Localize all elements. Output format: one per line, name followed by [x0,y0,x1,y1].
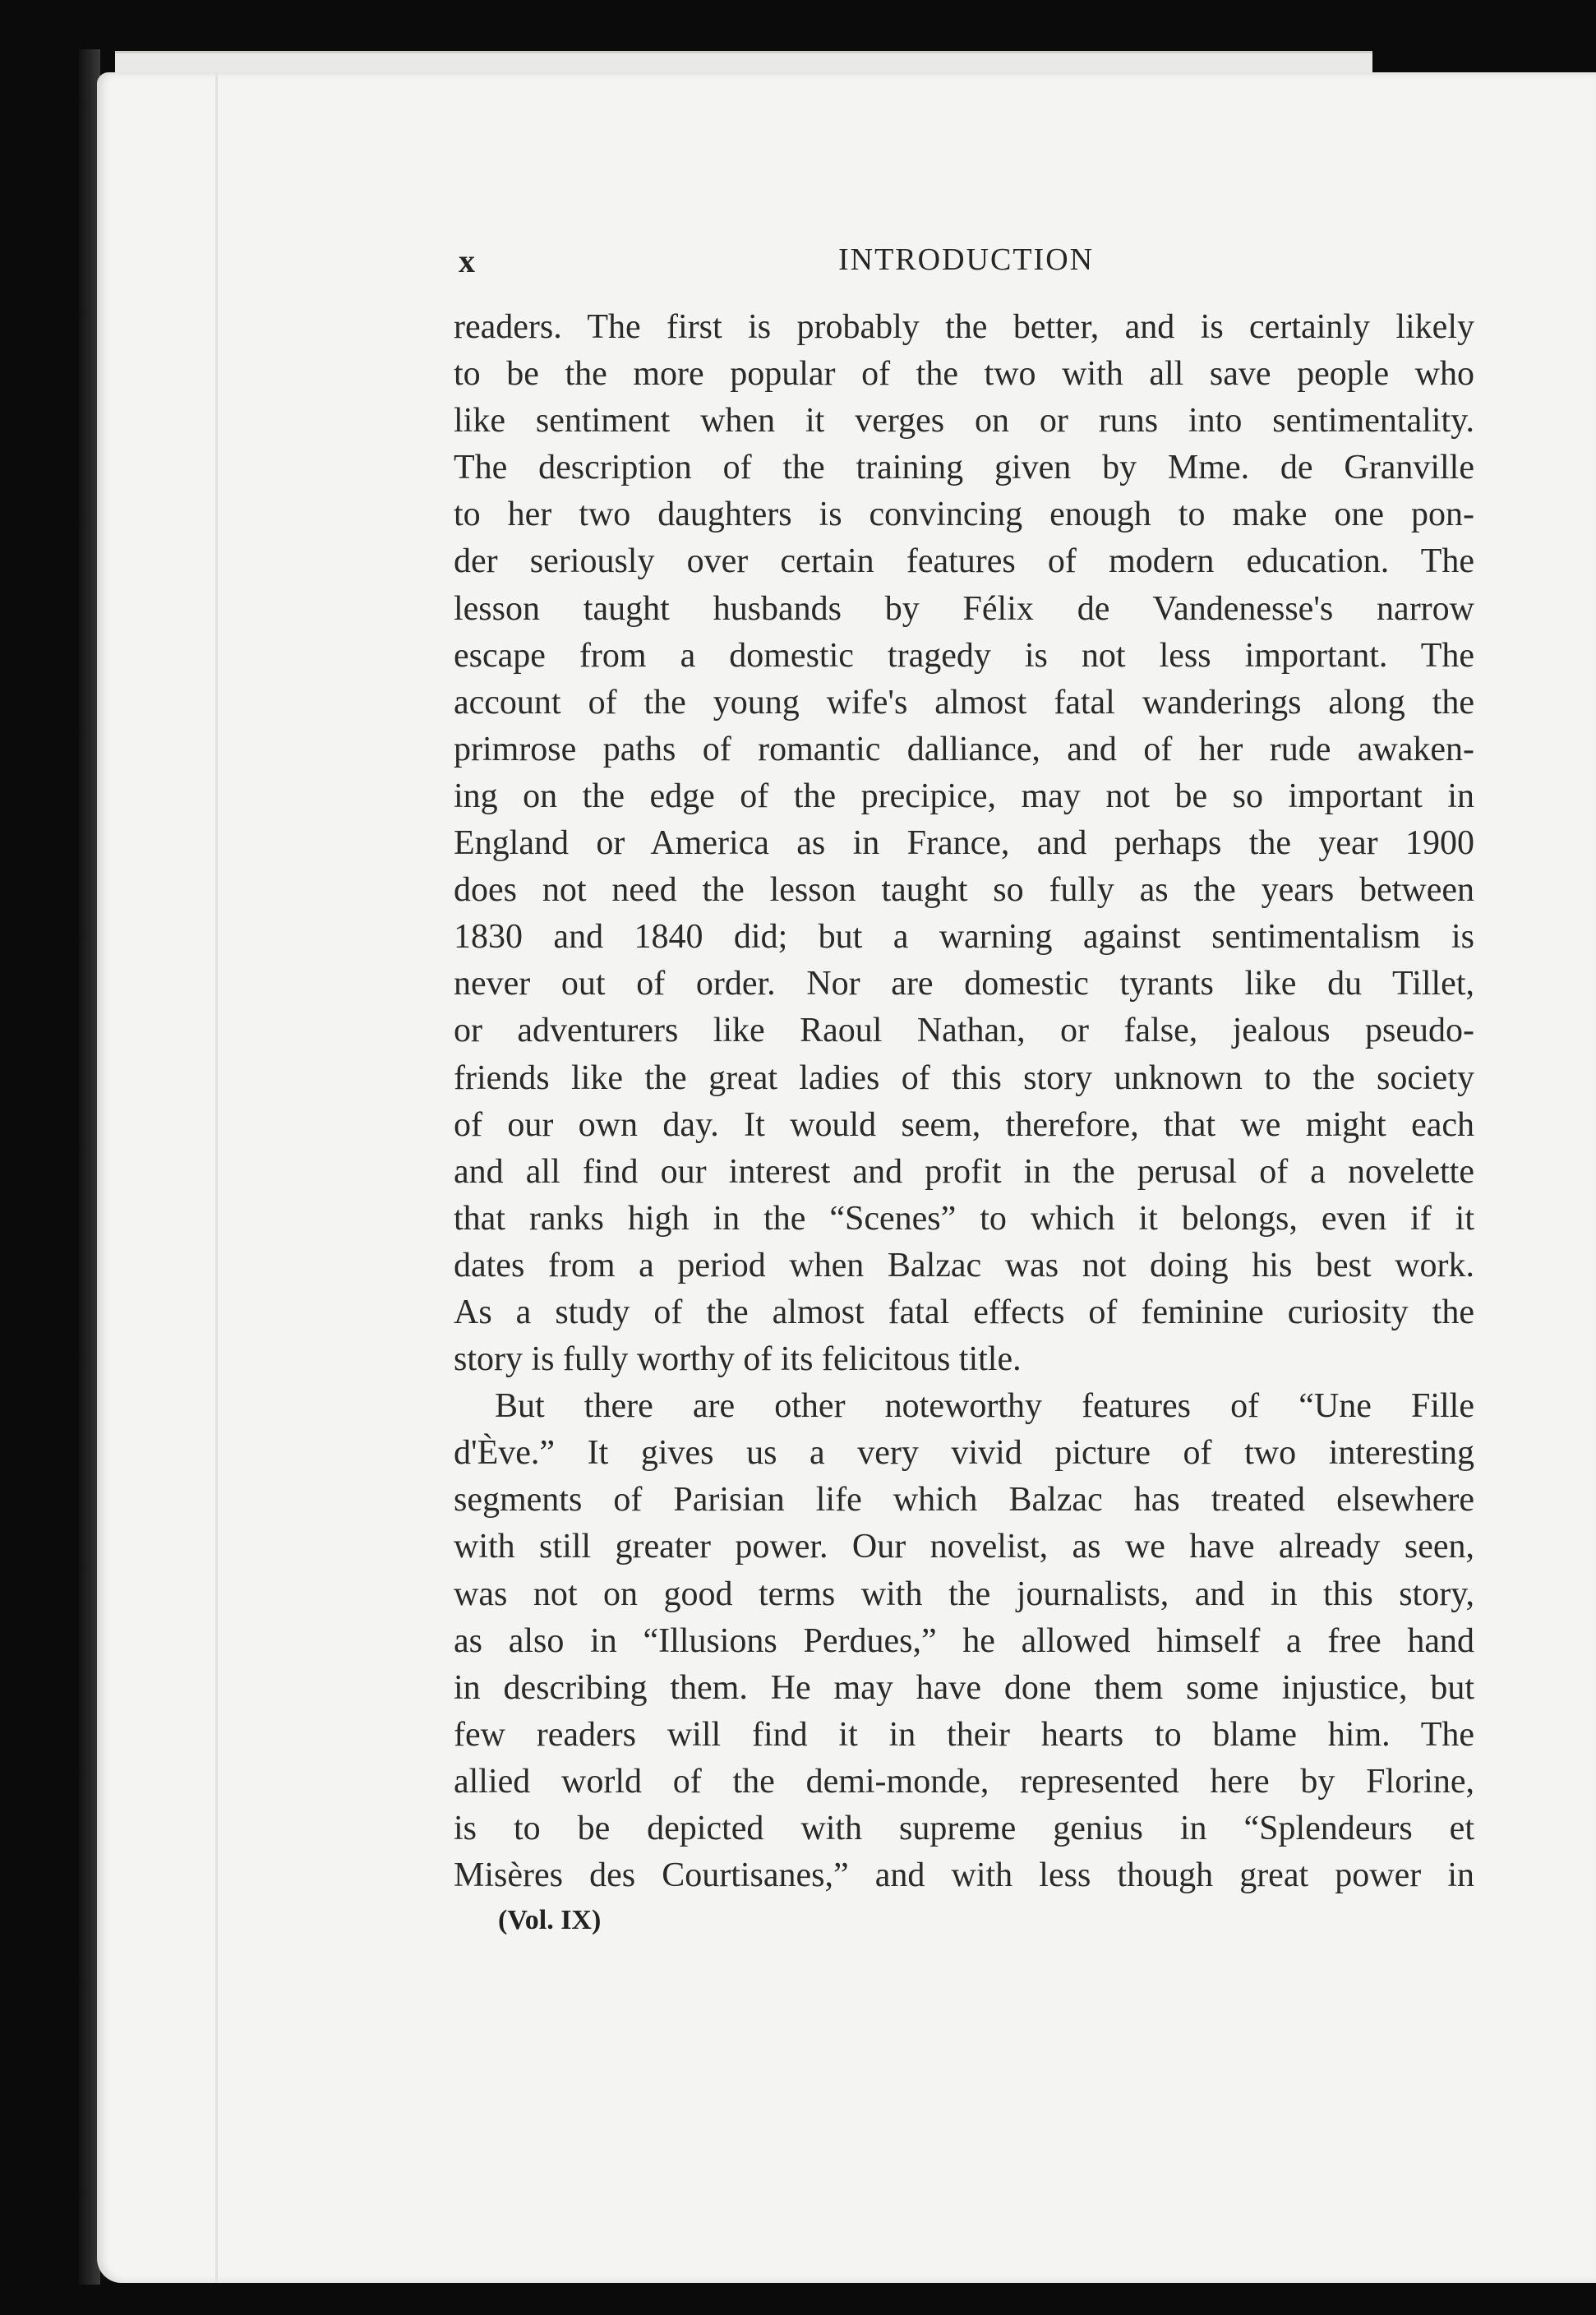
text-line: that ranks high in the “Scenes” to which it belongs, even if it [454,1199,1474,1238]
page-fold-line [215,72,218,2283]
text-line: But there are other noteworthy features of “Une Fille [495,1387,1474,1426]
page-header [450,242,1478,283]
text-line: in describing them. He may have done them some injustice, but [454,1668,1474,1707]
text-line: does not need the lesson taught so fully as the years between [454,871,1474,910]
text-line: as also in “Illusions Perdues,” he allowed himself a free hand [454,1621,1474,1660]
text-line: friends like the great ladies of this story unknown to the society [454,1058,1474,1097]
text-line: England or America as in France, and perhaps the year 1900 [454,824,1474,863]
text-line: to be the more popular of the two with all save people who [454,355,1474,394]
text-line: primrose paths of romantic dalliance, and of her rude awaken- [454,730,1474,768]
text-line: segments of Parisian life which Balzac has treated elsewhere [454,1481,1474,1520]
text-line: with still greater power. Our novelist, as we have already seen, [454,1528,1474,1566]
page-number: x [459,242,475,279]
volume-signature: (Vol. IX) [498,1905,602,1935]
text-line: der seriously over certain features of modern education. The [454,542,1474,581]
text-line: ing on the edge of the precipice, may not be so important in [454,777,1474,815]
text-line: of our own day. It would seem, therefore, that we might each [454,1105,1474,1144]
text-line: never out of order. Nor are domestic tyrants like du Tillet, [454,965,1474,1003]
running-title: INTRODUCTION [838,242,1095,277]
text-line: or adventurers like Raoul Nathan, or false, jealous pseudo- [454,1012,1474,1050]
text-line: to her two daughters is convincing enough to make one pon- [454,496,1474,534]
text-line: is to be depicted with supreme genius in “Splendeurs et [454,1810,1474,1847]
text-line: The description of the training given by Mme. de Granville [454,449,1474,487]
text-line: story is fully worthy of its felicitous title. [454,1340,1022,1379]
text-line: d'Ève.” It gives us a very vivid picture of two interesting [454,1434,1474,1473]
text-line: lesson taught husbands by Félix de Vandenesse's narrow [454,589,1474,628]
text-line: 1830 and 1840 did; but a warning against sentimentalism is [454,918,1474,957]
text-line: Misères des Courtisanes,” and with less though great power in [454,1856,1474,1895]
text-line: and all find our interest and profit in the perusal of a novelette [454,1152,1474,1191]
text-line: allied world of the demi-monde, represented here by Florine, [454,1762,1474,1801]
text-line: was not on good terms with the journalists, and in this story, [454,1575,1474,1613]
body-text [454,304,1474,1899]
text-line: As a study of the almost fatal effects of feminine curiosity the [454,1293,1474,1331]
text-line: dates from a period when Balzac was not doing his best work. [454,1246,1474,1284]
text-line: like sentiment when it verges on or runs into sentimentality. [454,402,1474,440]
text-line: readers. The first is probably the better, and is certainly likely [454,308,1474,346]
text-line: few readers will find it in their hearts to blame him. The [454,1715,1474,1754]
text-line: escape from a domestic tragedy is not less important. The [454,636,1474,675]
text-line: account of the young wife's almost fatal wanderings along the [454,683,1474,722]
